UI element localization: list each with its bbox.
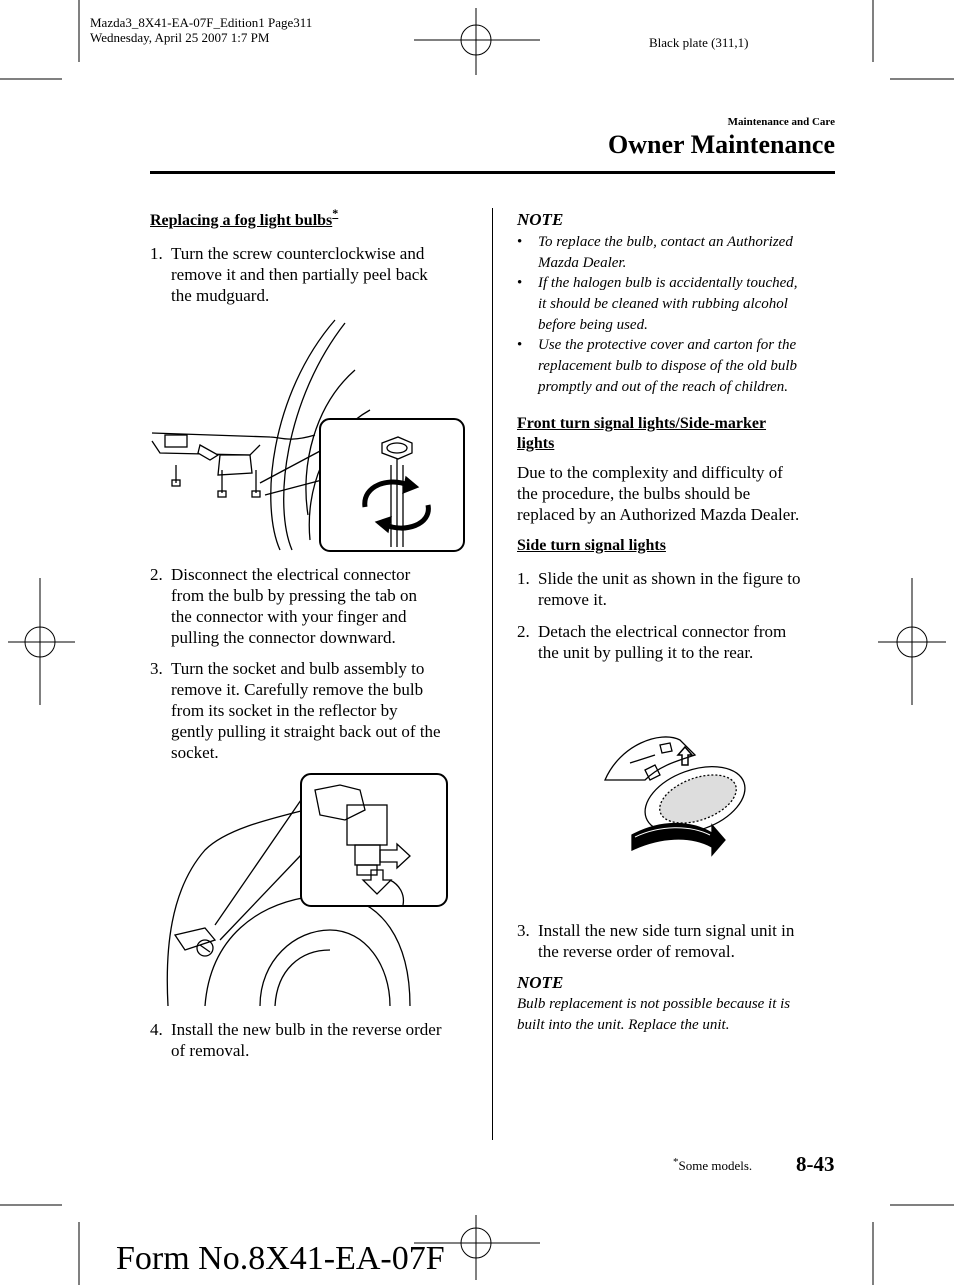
step-number: 4. (150, 1020, 163, 1039)
fog-light-heading-text: Replacing a fog light bulbs (150, 212, 333, 229)
step-number: 2. (150, 565, 163, 584)
print-file-line: Mazda3_8X41-EA-07F_Edition1 Page311 (90, 15, 313, 30)
fog-step-4 (150, 1019, 485, 1061)
step-number: 3. (517, 921, 530, 940)
para-line: the procedure, the bulbs should be (517, 484, 751, 503)
page-number: 8-43 (796, 1152, 835, 1176)
note-line: Bulb replacement is not possible because it is (517, 996, 791, 1012)
step-line: the reverse order of removal. (538, 942, 735, 961)
step-line: pulling the connector downward. (171, 628, 396, 647)
header-rule (150, 171, 835, 174)
para-line: Due to the complexity and difficulty of (517, 463, 783, 482)
step-number: 2. (517, 622, 530, 641)
note-bullet (517, 335, 837, 398)
step-line: gently pulling it straight back out of the (171, 722, 441, 741)
note-line: replacement bulb to dispose of the old bulb (538, 358, 797, 374)
front-turn-heading-line2: lights (517, 435, 555, 452)
step-line: Turn the socket and bulb assembly to (171, 659, 425, 678)
step-line: socket. (171, 743, 219, 762)
step-line: remove it. Carefully remove the bulb (171, 680, 424, 699)
fog-step-2 (150, 564, 480, 648)
section-label: Maintenance and Care (727, 116, 835, 128)
step-line: remove it. (538, 590, 607, 609)
some-models-footnote (673, 1158, 752, 1174)
side-step-1 (517, 568, 837, 610)
print-plate: Black plate (311,1) (649, 35, 749, 50)
step-line: of removal. (171, 1041, 250, 1060)
step-line: remove it and then partially peel back (171, 265, 428, 284)
bullet-dot: • (517, 275, 523, 291)
note-title: NOTE (517, 210, 564, 229)
step-line: Disconnect the electrical connector (171, 565, 411, 584)
step-line: Slide the unit as shown in the figure to (538, 569, 801, 588)
bullet-dot: • (517, 234, 523, 250)
step-line: the unit by pulling it to the rear. (538, 643, 754, 662)
side-turn-heading: Side turn signal lights (517, 537, 666, 554)
page-title: Owner Maintenance (608, 130, 835, 159)
note-line: promptly and out of the reach of children. (538, 379, 788, 395)
step-line: the connector with your finger and (171, 607, 407, 626)
bullet-dot: • (517, 337, 523, 353)
front-turn-heading-line1: Front turn signal lights/Side-marker (517, 415, 767, 432)
print-date-line: Wednesday, April 25 2007 1:7 PM (90, 30, 270, 45)
note-line: built into the unit. Replace the unit. (517, 1017, 730, 1033)
step-line: from its socket in the reflector by (171, 701, 398, 720)
side-step-2 (517, 621, 837, 663)
step-line: Install the new bulb in the reverse order (171, 1020, 442, 1039)
note-bullet (517, 232, 837, 274)
fog-step-1 (150, 243, 480, 306)
fog-light-heading (150, 206, 339, 231)
footnote-mark: * (673, 1156, 679, 1168)
form-number: Form No.8X41-EA-07F (116, 1240, 445, 1277)
para-line: replaced by an Authorized Mazda Dealer. (517, 505, 800, 524)
note-line: To replace the bulb, contact an Authorized (538, 234, 793, 250)
step-line: the mudguard. (171, 286, 270, 305)
side-turn-signal-figure (600, 725, 760, 855)
step-line: Detach the electrical connector from (538, 622, 787, 641)
note-line: before being used. (538, 317, 648, 333)
side-step-3 (517, 920, 837, 962)
fog-light-screw-figure (150, 315, 470, 555)
note-line: Mazda Dealer. (538, 255, 627, 271)
front-turn-text (517, 462, 799, 525)
note-bullet (517, 273, 837, 336)
note-line: it should be cleaned with rubbing alcohol (538, 296, 788, 312)
step-line: Turn the screw counterclockwise and (171, 244, 425, 263)
step-number: 1. (517, 569, 530, 588)
step-line: from the bulb by pressing the tab on (171, 586, 417, 605)
note-line: Use the protective cover and carton for the (538, 337, 797, 353)
footnote-text: Some models. (678, 1158, 753, 1173)
step-number: 1. (150, 244, 163, 263)
note-title: NOTE (517, 973, 564, 992)
step-number: 3. (150, 659, 163, 678)
step-line: Install the new side turn signal unit in (538, 921, 795, 940)
column-divider (492, 208, 493, 1140)
fog-bulb-removal-figure (165, 770, 455, 1010)
note-line: If the halogen bulb is accidentally touched, (538, 275, 798, 291)
note-body (517, 994, 790, 1036)
some-models-mark: * (332, 206, 339, 220)
fog-step-3 (150, 658, 485, 763)
